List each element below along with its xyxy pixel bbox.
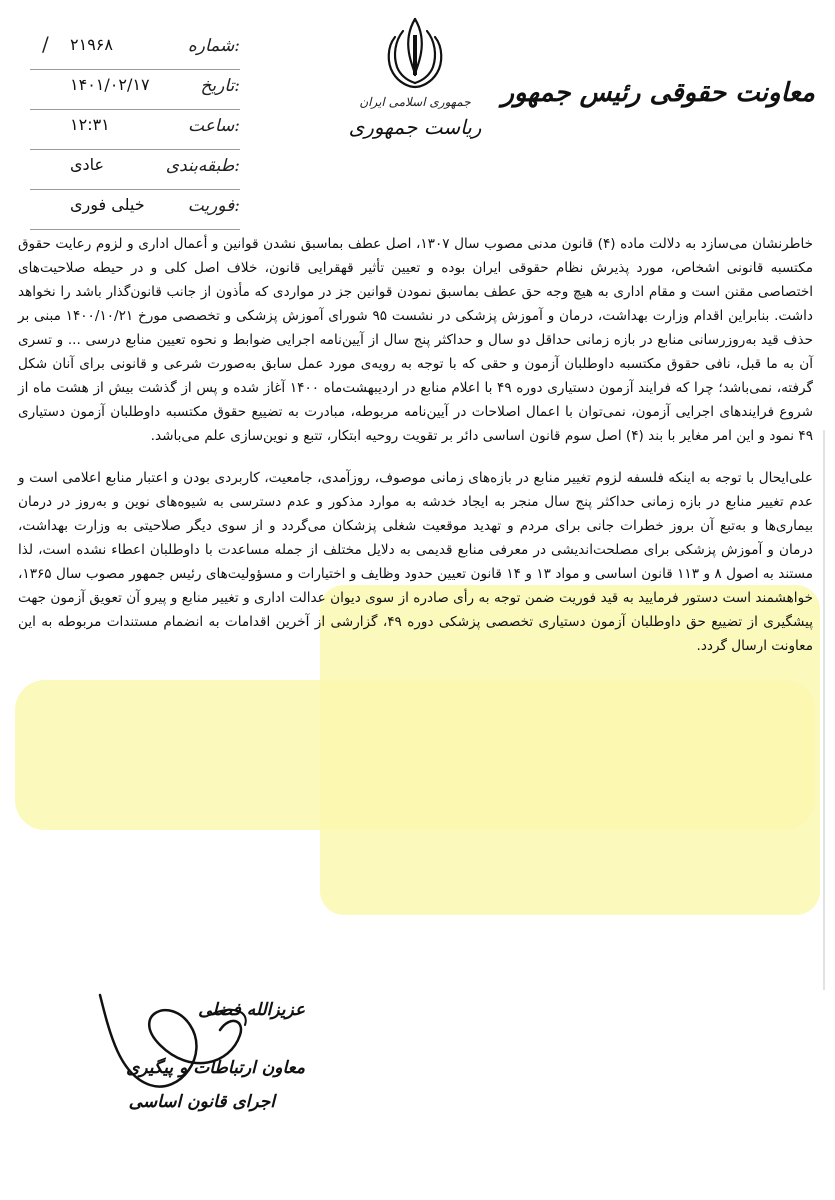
meta-classification-row <box>30 150 240 190</box>
emblem-office-name: ریاست جمهوری <box>348 115 482 139</box>
meta-date-label: تاریخ: <box>200 76 240 96</box>
meta-number-label: شماره: <box>187 36 240 56</box>
highlighter-mark <box>15 680 815 830</box>
meta-classification-label: طبقه‌بندی: <box>165 156 240 176</box>
iran-emblem-icon <box>383 15 447 91</box>
scan-edge-shadow <box>823 430 825 990</box>
meta-urgency-value: خیلی فوری <box>70 195 145 214</box>
meta-time-value: ۱۲:۳۱ <box>70 115 110 134</box>
meta-time-row <box>30 110 240 150</box>
meta-number-row: / ۲۱۹۶۸ شماره: <box>30 30 240 70</box>
meta-urgency-label: فوریت: <box>187 196 240 216</box>
meta-urgency-row <box>30 190 240 230</box>
signatory-name: عزیزالله فضلی <box>198 1000 305 1020</box>
handwritten-signature <box>70 975 320 1105</box>
body-paragraph-2: علی‌ایحال با توجه به اینکه فلسفه لزوم تغییر منابع در بازه‌های زمانی موصوف، روزآمدی، جامعیت، کاربردی بودن و اعتبار منابع اعلامی است و عدم تغییر منابع در بازه زمانی حداکثر پنج سال منجر به ایجاد خدشه به موارد مذکور و عدم دسترسی به شیوه‌های نوین و به‌روز در درمان بیماری‌ها و به‌تبع آن بروز خطرات جانی برای مردم و تهدید موقعیت شغلی پزشکان می‌گردد و از سوی دیگر صلاحیتی به وزارت بهداشت، درمان و آموزش پزشکی برای مصلحت‌اندیشی در معرفی منابع قدیمی به دلایل مختلف از جمله مساعدت با داوطلبان اعطاء نشده است، لذا مستند به اصول ۸ و ۱۱۳ قانون اساسی و مواد ۱۳ و ۱۴ قانون تعیین حدود وظایف و اختیارات و مسؤولیت‌های رئیس جمهور مصوب سال ۱۳۶۵، خواهشمند است دستور فرمایید به قید فوریت ضمن توجه به رأی صادره از سوی دیوان عدالت اداری و تغییر منابع و پیرو آن تعویق آزمون جهت پیشگیری از تضییع حق داوطلبان آزمون دستیاری تخصصی پزشکی دوره ۴۹، گزارشی از آخرین اقدامات به انضمام مستندات مربوطه به این معاونت ارسال گردد. <box>18 470 813 654</box>
meta-number-value: ۲۱۹۶۸ <box>70 35 113 54</box>
body-paragraph-1: خاطرنشان می‌سازد به دلالت ماده (۴) قانون مدنی مصوب سال ۱۳۰۷، اصل عطف بماسبق نشدن قوانین و أعمال اداری و لزوم رعایت حقوق مکتسبه قانونی اشخاص، مورد پذیرش نظام حقوقی ایران بوده و تعیین تأثیر قهقرایی قانون، خلاف اصل کلی و در حیطه صلاحیت‌های اختصاصی مقنن است و مقام اداری به هیچ وجه حق عطف بماسبق نمودن قوانین جز در مواردی که مأذون از جانب قانون‌گذار باشد را نخواهد داشت. بنابراین اقدام وزارت بهداشت، درمان و آموزش پزشکی در نشست ۹۵ شورای آموزش پزشکی و تخصصی مورخ ۱۴۰۰/۱۰/۲۱ مبنی بر حذف قید به‌روزرسانی منابع در بازه زمانی حداقل دو سال و حداکثر پنج سال از آیین‌نامه اجرایی ضوابط و نحوه تعیین منابع درسی ... و تسری آن به ما قبل، نافی حقوق مکتسبه داوطلبان آزمون و حقی که با توجه به رویه‌ی مورد عمل سابق به‌صورت شرعی و قانونی برای آنان شکل گرفته، نمی‌باشد؛ چرا که فرایند آزمون دستیاری دوره ۴۹ با اعلام منابع در اردیبهشت‌ماه ۱۴۰۰ آغاز شده و پس از گذشت بیش از هشت ماه از شروع فرایندهای اجرایی آزمون، نمی‌توان با اعمال اصلاحات در آیین‌نامه مربوطه، مبادرت به تضییع حقوق مکتسبه داوطلبان آزمون دستیاری ۴۹ نمود و این امر مغایر با بند (۴) اصل سوم قانون اساسی دائر بر تقویت روحیه ابتکار، تتبع و نوین‌سازی علم می‌باشد. <box>18 236 813 444</box>
office-title: معاونت حقوقی رئیس جمهور <box>501 78 815 108</box>
signatory-title-line1: معاون ارتباطات و پیگیری <box>126 1058 305 1078</box>
meta-date-row <box>30 70 240 110</box>
emblem-country-name: جمهوری اسلامی ایران <box>359 95 471 109</box>
meta-date-value: ۱۴۰۱/۰۲/۱۷ <box>70 75 150 94</box>
meta-classification-value: عادی <box>70 155 105 174</box>
letterhead-emblem <box>340 15 490 145</box>
signatory-title-line2: اجرای قانون اساسی <box>128 1092 275 1112</box>
letter-body <box>18 232 813 676</box>
meta-time-label: ساعت: <box>188 116 240 136</box>
letter-metadata <box>30 30 240 230</box>
